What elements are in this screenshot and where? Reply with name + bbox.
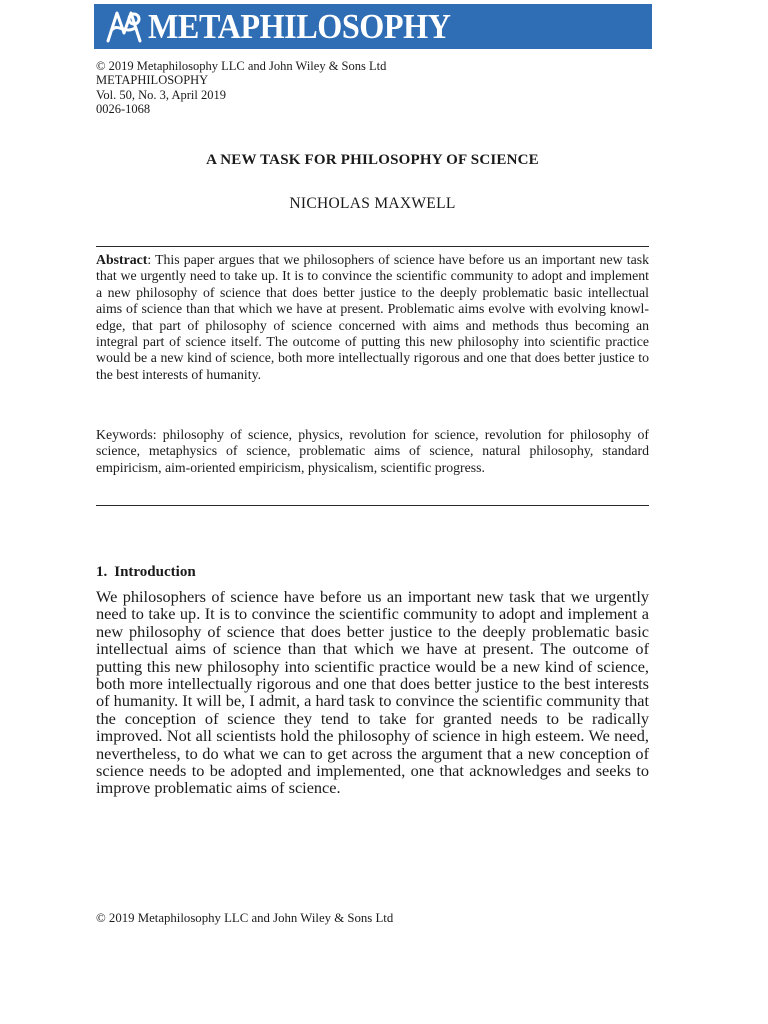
footer-copyright: © 2019 Metaphilosophy LLC and John Wiley & Sons Ltd <box>96 911 394 925</box>
meta-journal-name: METAPHILOSOPHY <box>96 73 209 88</box>
section-heading <box>96 564 196 581</box>
article-title: A NEW TASK FOR PHILOSOPHY OF SCIENCE <box>206 152 539 168</box>
section-title: Introduction <box>114 564 196 580</box>
abstract-top-rule <box>96 246 649 247</box>
journal-banner-title: METAPHILOSOPHY <box>148 7 451 46</box>
section-number: 1. <box>96 564 108 580</box>
abstract-label: Abstract <box>96 252 148 267</box>
abstract-bottom-rule <box>96 505 649 506</box>
mp-monogram-logo-icon <box>104 7 144 47</box>
abstract-paragraph <box>96 252 649 383</box>
keywords-paragraph: Keywords: philosophy of science, physics, revolution for science, revolution for philosophy of science, metaphysics of science, problematic aims of science, natural philosophy, standard empiricism, aim-oriented empiricism, physicalism, scientific progress. <box>96 427 649 475</box>
journal-banner <box>94 4 652 49</box>
meta-volume: Vol. 50, No. 3, April 2019 <box>96 87 226 102</box>
article-author: NICHOLAS MAXWELL <box>289 195 456 212</box>
introduction-paragraph: We philosophers of science have before us an important new task that we urgently need to take up. It is to convince the scientific community to adopt and implement a new philosophy of science that does better justice to the deeply problematic basic intellectual aims of science than that which we have at present. The outcome of putting this new philosophy into scientific practice would be a new kind of science, both more intellectually rigorous and one that does better justice to the best interests of humanity. It will be, I admit, a hard task to convince the scientific community that the conception of science they tend to take for granted needs to be radically improved. Not all scientists hold the philosophy of science in high esteem. We need, nevertheless, to do what we can to get across the argument that a new conception of science needs to be adopted and implemented, one that acknowledges and seeks to improve problematic aims of science. <box>96 587 649 798</box>
abstract-text: : This paper argues that we philosophers of science have before us an important new task that we urgently need to take up. It is to convince the scientific community to adopt and implement a new philosophy of science that does better justice to the deeply problematic basic intellectual aims of science than that which we have at present. Problematic aims evolve with evolving knowledge, that part of philosophy of science concerned with aims and methods thus becoming an integral part of science itself. The outcome of putting this new philosophy into scientific practice would be a new kind of science, both more intellectually rigorous and one that does better justice to the best interests of humanity. <box>96 252 649 382</box>
meta-issn: 0026-1068 <box>96 101 151 116</box>
publication-metadata <box>96 59 386 116</box>
meta-copyright: © 2019 Metaphilosophy LLC and John Wiley & Sons Ltd <box>96 59 387 73</box>
